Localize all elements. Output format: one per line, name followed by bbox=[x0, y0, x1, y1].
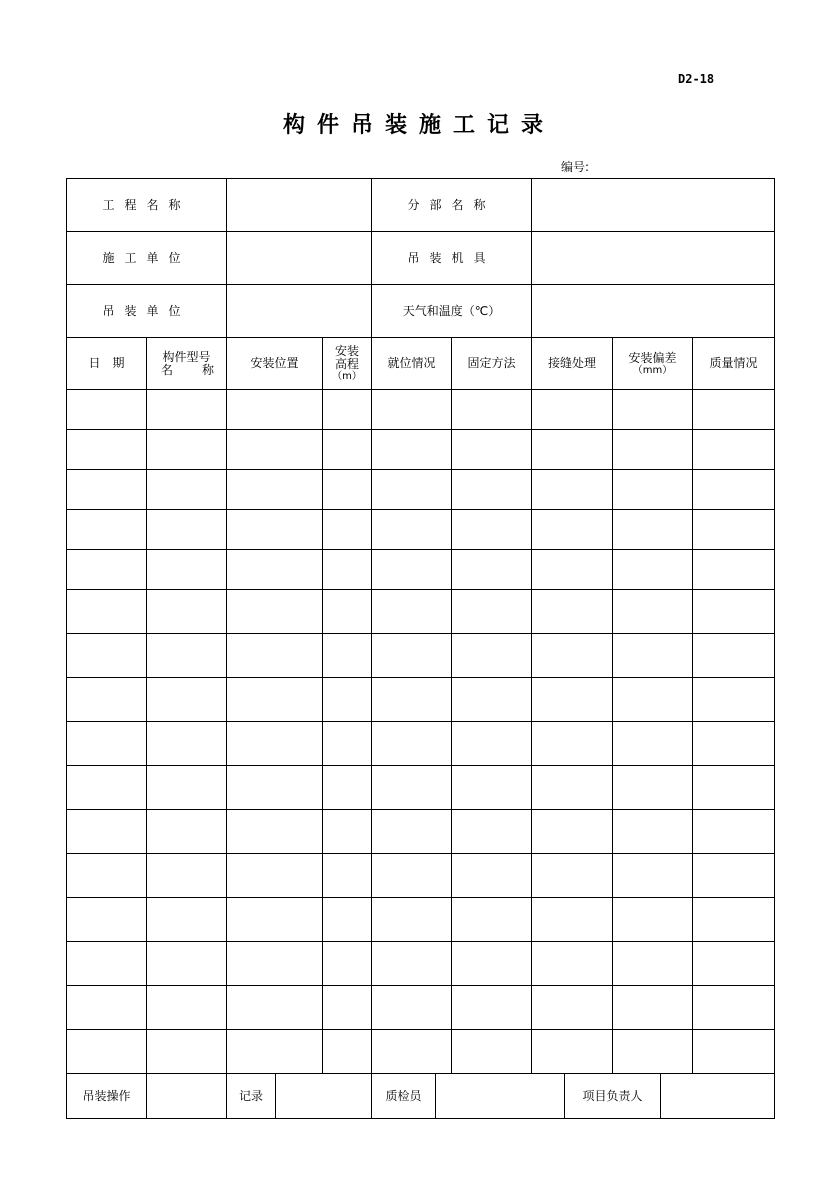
project-name-label: 工程名称 bbox=[67, 179, 227, 232]
weather-temperature-value[interactable] bbox=[532, 285, 775, 338]
table-cell[interactable] bbox=[693, 854, 775, 898]
table-cell[interactable] bbox=[693, 1030, 775, 1074]
table-cell[interactable] bbox=[532, 470, 613, 510]
table-row bbox=[67, 854, 775, 898]
col-joint-header: 接缝处理 bbox=[532, 338, 613, 390]
table-cell[interactable] bbox=[227, 942, 323, 986]
table-cell[interactable] bbox=[227, 634, 323, 678]
table-cell[interactable] bbox=[67, 1030, 147, 1074]
table-cell[interactable] bbox=[67, 430, 147, 470]
col-position-header: 安装位置 bbox=[227, 338, 323, 390]
project-name-value[interactable] bbox=[227, 179, 372, 232]
table-cell[interactable] bbox=[693, 470, 775, 510]
table-row bbox=[67, 430, 775, 470]
table-cell[interactable] bbox=[372, 766, 452, 810]
table-cell[interactable] bbox=[67, 854, 147, 898]
table-cell[interactable] bbox=[532, 766, 613, 810]
table-cell[interactable] bbox=[613, 678, 693, 722]
table-cell[interactable] bbox=[323, 470, 372, 510]
table-cell[interactable] bbox=[693, 510, 775, 550]
column-header-row bbox=[67, 338, 775, 390]
table-cell[interactable] bbox=[147, 590, 227, 634]
col-model-name-b: 称 bbox=[202, 362, 215, 377]
table-row bbox=[67, 590, 775, 634]
table-cell[interactable] bbox=[693, 722, 775, 766]
table-cell[interactable] bbox=[372, 390, 452, 430]
table-cell[interactable] bbox=[227, 590, 323, 634]
table-cell[interactable] bbox=[227, 510, 323, 550]
table-row bbox=[67, 470, 775, 510]
col-elevation-unit: （m） bbox=[332, 371, 362, 382]
table-cell[interactable] bbox=[147, 678, 227, 722]
table-cell[interactable] bbox=[227, 430, 323, 470]
division-name-value[interactable] bbox=[532, 179, 775, 232]
col-model-header bbox=[147, 338, 227, 390]
table-cell[interactable] bbox=[693, 590, 775, 634]
table-cell[interactable] bbox=[227, 766, 323, 810]
table-cell[interactable] bbox=[452, 550, 532, 590]
table-cell[interactable] bbox=[147, 722, 227, 766]
table-cell[interactable] bbox=[693, 678, 775, 722]
table-row bbox=[67, 510, 775, 550]
table-cell[interactable] bbox=[613, 810, 693, 854]
table-cell[interactable] bbox=[372, 810, 452, 854]
table-cell[interactable] bbox=[227, 550, 323, 590]
table-cell[interactable] bbox=[452, 390, 532, 430]
col-quality-header: 质量情况 bbox=[693, 338, 775, 390]
table-cell[interactable] bbox=[323, 722, 372, 766]
table-cell[interactable] bbox=[532, 678, 613, 722]
hoisting-unit-value[interactable] bbox=[227, 285, 372, 338]
manager-label: 项目负责人 bbox=[565, 1074, 661, 1119]
table-row bbox=[67, 550, 775, 590]
table-cell[interactable] bbox=[613, 634, 693, 678]
table-cell[interactable] bbox=[532, 634, 613, 678]
table-cell[interactable] bbox=[613, 430, 693, 470]
table-row bbox=[67, 634, 775, 678]
table-cell[interactable] bbox=[323, 430, 372, 470]
table-cell[interactable] bbox=[67, 678, 147, 722]
table-cell[interactable] bbox=[323, 942, 372, 986]
table-cell[interactable] bbox=[147, 1030, 227, 1074]
table-cell[interactable] bbox=[372, 1030, 452, 1074]
signature-table bbox=[66, 1073, 775, 1119]
table-cell[interactable] bbox=[67, 390, 147, 430]
table-cell[interactable] bbox=[147, 898, 227, 942]
table-cell[interactable] bbox=[613, 854, 693, 898]
table-cell[interactable] bbox=[323, 810, 372, 854]
table-cell[interactable] bbox=[613, 986, 693, 1030]
table-cell[interactable] bbox=[452, 1030, 532, 1074]
table-row bbox=[67, 986, 775, 1030]
inspector-label: 质检员 bbox=[372, 1074, 436, 1119]
table-row bbox=[67, 942, 775, 986]
table-cell[interactable] bbox=[323, 766, 372, 810]
operator-signature[interactable] bbox=[147, 1074, 227, 1119]
table-cell[interactable] bbox=[452, 722, 532, 766]
table-cell[interactable] bbox=[227, 470, 323, 510]
table-cell[interactable] bbox=[532, 430, 613, 470]
table-cell[interactable] bbox=[323, 678, 372, 722]
table-cell[interactable] bbox=[372, 854, 452, 898]
col-elevation-line1: 安装 bbox=[335, 344, 360, 358]
table-cell[interactable] bbox=[613, 942, 693, 986]
hoisting-machinery-value[interactable] bbox=[532, 232, 775, 285]
table-row bbox=[67, 810, 775, 854]
table-cell[interactable] bbox=[452, 942, 532, 986]
table-cell[interactable] bbox=[323, 898, 372, 942]
table-row bbox=[67, 678, 775, 722]
table-cell[interactable] bbox=[323, 390, 372, 430]
table-cell[interactable] bbox=[372, 430, 452, 470]
table-cell[interactable] bbox=[67, 510, 147, 550]
table-cell[interactable] bbox=[227, 854, 323, 898]
table-cell[interactable] bbox=[532, 722, 613, 766]
col-date-header: 日 期 bbox=[67, 338, 147, 390]
table-cell[interactable] bbox=[67, 470, 147, 510]
table-cell[interactable] bbox=[613, 470, 693, 510]
col-elevation-line2: 高程 bbox=[335, 357, 360, 371]
table-cell[interactable] bbox=[372, 470, 452, 510]
recorder-label: 记录 bbox=[227, 1074, 276, 1119]
table-cell[interactable] bbox=[613, 1030, 693, 1074]
division-name-label: 分部名称 bbox=[372, 179, 532, 232]
table-cell[interactable] bbox=[452, 986, 532, 1030]
table-cell[interactable] bbox=[532, 942, 613, 986]
table-cell[interactable] bbox=[613, 510, 693, 550]
table-cell[interactable] bbox=[147, 470, 227, 510]
table-cell[interactable] bbox=[67, 722, 147, 766]
table-cell[interactable] bbox=[613, 550, 693, 590]
table-cell[interactable] bbox=[532, 810, 613, 854]
table-cell[interactable] bbox=[227, 810, 323, 854]
table-cell[interactable] bbox=[372, 898, 452, 942]
table-cell[interactable] bbox=[323, 634, 372, 678]
col-deviation-line1: 安装偏差 bbox=[628, 350, 677, 365]
table-row bbox=[67, 390, 775, 430]
weather-temperature-label: 天气和温度（℃） bbox=[372, 285, 532, 338]
table-cell[interactable] bbox=[147, 430, 227, 470]
table-cell[interactable] bbox=[372, 722, 452, 766]
table-cell[interactable] bbox=[693, 986, 775, 1030]
recorder-signature[interactable] bbox=[276, 1074, 372, 1119]
table-cell[interactable] bbox=[147, 810, 227, 854]
table-cell[interactable] bbox=[147, 766, 227, 810]
table-cell[interactable] bbox=[693, 634, 775, 678]
table-cell[interactable] bbox=[532, 986, 613, 1030]
table-cell[interactable] bbox=[372, 550, 452, 590]
table-cell[interactable] bbox=[532, 390, 613, 430]
table-cell[interactable] bbox=[147, 390, 227, 430]
table-cell[interactable] bbox=[67, 810, 147, 854]
table-cell[interactable] bbox=[532, 1030, 613, 1074]
table-cell[interactable] bbox=[372, 510, 452, 550]
col-deviation-unit: （mm） bbox=[632, 364, 673, 376]
table-cell[interactable] bbox=[613, 390, 693, 430]
record-table bbox=[66, 178, 775, 1074]
table-cell[interactable] bbox=[323, 986, 372, 1030]
table-cell[interactable] bbox=[613, 722, 693, 766]
table-cell[interactable] bbox=[613, 898, 693, 942]
inspector-signature[interactable] bbox=[436, 1074, 565, 1119]
serial-number-label: 编号: bbox=[561, 160, 590, 174]
table-cell[interactable] bbox=[693, 766, 775, 810]
hoisting-machinery-label: 吊装机具 bbox=[372, 232, 532, 285]
table-cell[interactable] bbox=[227, 1030, 323, 1074]
table-cell[interactable] bbox=[452, 510, 532, 550]
table-cell[interactable] bbox=[227, 898, 323, 942]
table-cell[interactable] bbox=[452, 634, 532, 678]
col-elevation-header bbox=[323, 338, 372, 390]
table-cell[interactable] bbox=[452, 766, 532, 810]
hoisting-unit-label: 吊装单位 bbox=[67, 285, 227, 338]
table-cell[interactable] bbox=[227, 678, 323, 722]
table-cell[interactable] bbox=[532, 510, 613, 550]
table-cell[interactable] bbox=[227, 986, 323, 1030]
table-cell[interactable] bbox=[147, 986, 227, 1030]
table-cell[interactable] bbox=[147, 550, 227, 590]
operator-label: 吊装操作 bbox=[67, 1074, 147, 1119]
table-cell[interactable] bbox=[452, 810, 532, 854]
construction-unit-value[interactable] bbox=[227, 232, 372, 285]
table-cell[interactable] bbox=[67, 942, 147, 986]
table-cell[interactable] bbox=[67, 986, 147, 1030]
col-placement-header: 就位情况 bbox=[372, 338, 452, 390]
table-cell[interactable] bbox=[147, 942, 227, 986]
table-cell[interactable] bbox=[147, 854, 227, 898]
table-cell[interactable] bbox=[613, 590, 693, 634]
col-fixing-header: 固定方法 bbox=[452, 338, 532, 390]
table-cell[interactable] bbox=[532, 854, 613, 898]
table-cell[interactable] bbox=[67, 590, 147, 634]
table-cell[interactable] bbox=[532, 898, 613, 942]
table-cell[interactable] bbox=[67, 550, 147, 590]
table-cell[interactable] bbox=[323, 1030, 372, 1074]
table-cell[interactable] bbox=[67, 766, 147, 810]
table-cell[interactable] bbox=[532, 590, 613, 634]
table-cell[interactable] bbox=[532, 550, 613, 590]
table-cell[interactable] bbox=[372, 678, 452, 722]
table-cell[interactable] bbox=[323, 550, 372, 590]
table-cell[interactable] bbox=[693, 550, 775, 590]
table-cell[interactable] bbox=[693, 810, 775, 854]
table-cell[interactable] bbox=[323, 510, 372, 550]
table-cell[interactable] bbox=[372, 942, 452, 986]
table-cell[interactable] bbox=[67, 898, 147, 942]
table-row bbox=[67, 722, 775, 766]
table-row bbox=[67, 898, 775, 942]
page-title: 构件吊装施工记录 bbox=[282, 112, 555, 138]
table-cell[interactable] bbox=[372, 634, 452, 678]
col-deviation-header bbox=[613, 338, 693, 390]
table-cell[interactable] bbox=[693, 898, 775, 942]
table-cell[interactable] bbox=[227, 722, 323, 766]
table-cell[interactable] bbox=[452, 470, 532, 510]
table-cell[interactable] bbox=[323, 590, 372, 634]
data-rows bbox=[67, 390, 775, 1074]
table-cell[interactable] bbox=[693, 430, 775, 470]
table-row bbox=[67, 766, 775, 810]
col-model-line2 bbox=[147, 364, 226, 377]
table-cell[interactable] bbox=[147, 634, 227, 678]
form-code: D2-18 bbox=[678, 72, 715, 86]
table-cell[interactable] bbox=[693, 942, 775, 986]
table-cell[interactable] bbox=[452, 590, 532, 634]
table-cell[interactable] bbox=[452, 854, 532, 898]
table-cell[interactable] bbox=[67, 634, 147, 678]
col-model-name-a: 名 bbox=[161, 362, 174, 377]
table-row bbox=[67, 1030, 775, 1074]
table-cell[interactable] bbox=[452, 430, 532, 470]
table-cell[interactable] bbox=[613, 766, 693, 810]
construction-unit-label: 施工单位 bbox=[67, 232, 227, 285]
table-cell[interactable] bbox=[227, 390, 323, 430]
table-cell[interactable] bbox=[452, 678, 532, 722]
table-cell[interactable] bbox=[452, 898, 532, 942]
table-cell[interactable] bbox=[323, 854, 372, 898]
table-cell[interactable] bbox=[372, 590, 452, 634]
table-cell[interactable] bbox=[147, 510, 227, 550]
table-cell[interactable] bbox=[372, 986, 452, 1030]
col-model-line1: 构件型号 bbox=[162, 349, 211, 364]
table-cell[interactable] bbox=[693, 390, 775, 430]
manager-signature[interactable] bbox=[661, 1074, 775, 1119]
